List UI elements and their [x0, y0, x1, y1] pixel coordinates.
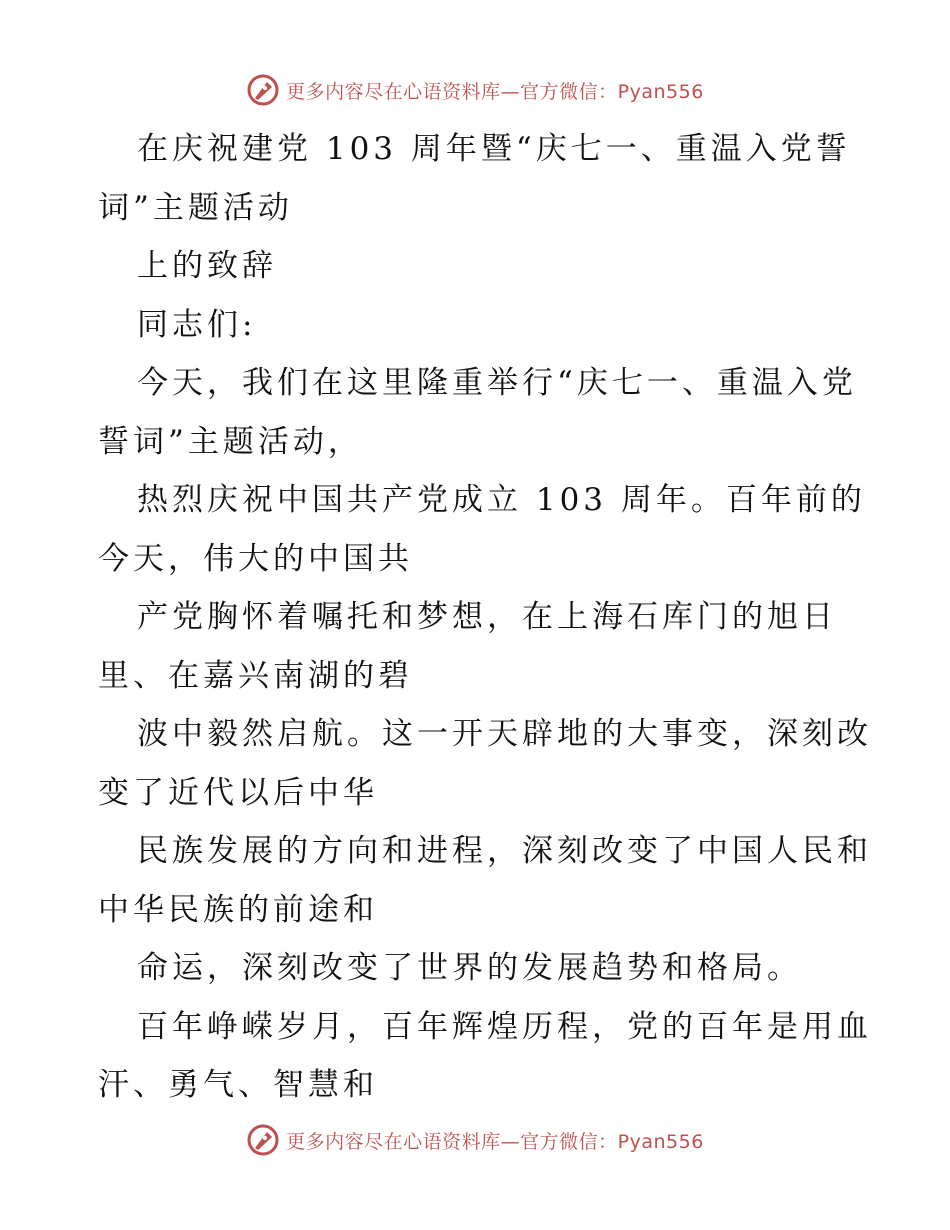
paragraph — [0, 705, 950, 822]
paragraph — [0, 588, 950, 705]
watermark-text: 更多内容尽在心语资料库—官方微信：Pyan556 — [286, 80, 704, 103]
header-watermark — [0, 72, 950, 108]
document-body — [0, 120, 950, 1115]
text-line: 同志们: — [137, 306, 257, 343]
text-line: 中华民族的前途和 — [98, 891, 378, 928]
paragraph — [0, 354, 950, 471]
paragraph-title — [0, 120, 950, 237]
text-line: 在庆祝建党 103 周年暨“庆七一、重温入党誓 — [137, 131, 851, 167]
text-line: 产党胸怀着嘱托和梦想，在上海石库门的旭日 — [137, 599, 837, 635]
paragraph — [0, 822, 950, 939]
text-line: 今天，我们在这里隆重举行“庆七一、重温入党 — [137, 365, 857, 401]
text-line: 里、在嘉兴南湖的碧 — [98, 657, 413, 694]
text-line: 今天，伟大的中国共 — [98, 540, 413, 577]
text-line: 命运，深刻改变了世界的发展趋势和格局。 — [137, 950, 802, 986]
text-line: 热烈庆祝中国共产党成立 103 周年。百年前的 — [137, 482, 866, 518]
text-line: 上的致辞 — [137, 248, 277, 284]
text-line: 民族发展的方向和进程，深刻改变了中国人民和 — [137, 833, 872, 869]
text-line: 誓词”主题活动， — [98, 423, 363, 460]
text-line: 变了近代以后中华 — [98, 774, 378, 811]
text-line: 百年峥嵘岁月，百年辉煌历程，党的百年是用血 — [137, 1008, 872, 1045]
pen-nib-logo-icon — [246, 73, 280, 107]
paragraph — [0, 998, 950, 1115]
paragraph — [0, 939, 950, 998]
paragraph — [0, 471, 950, 588]
watermark-text: 更多内容尽在心语资料库—官方微信：Pyan556 — [286, 1130, 704, 1153]
pen-nib-logo-icon — [246, 1123, 280, 1157]
text-line: 汗、勇气、智慧和 — [98, 1067, 378, 1103]
text-line: 波中毅然启航。这一开天辟地的大事变，深刻改 — [137, 716, 872, 752]
footer-watermark — [0, 1122, 950, 1158]
paragraph-salutation — [0, 296, 950, 355]
text-line: 词”主题活动 — [98, 189, 293, 226]
paragraph-title-cont — [0, 237, 950, 296]
